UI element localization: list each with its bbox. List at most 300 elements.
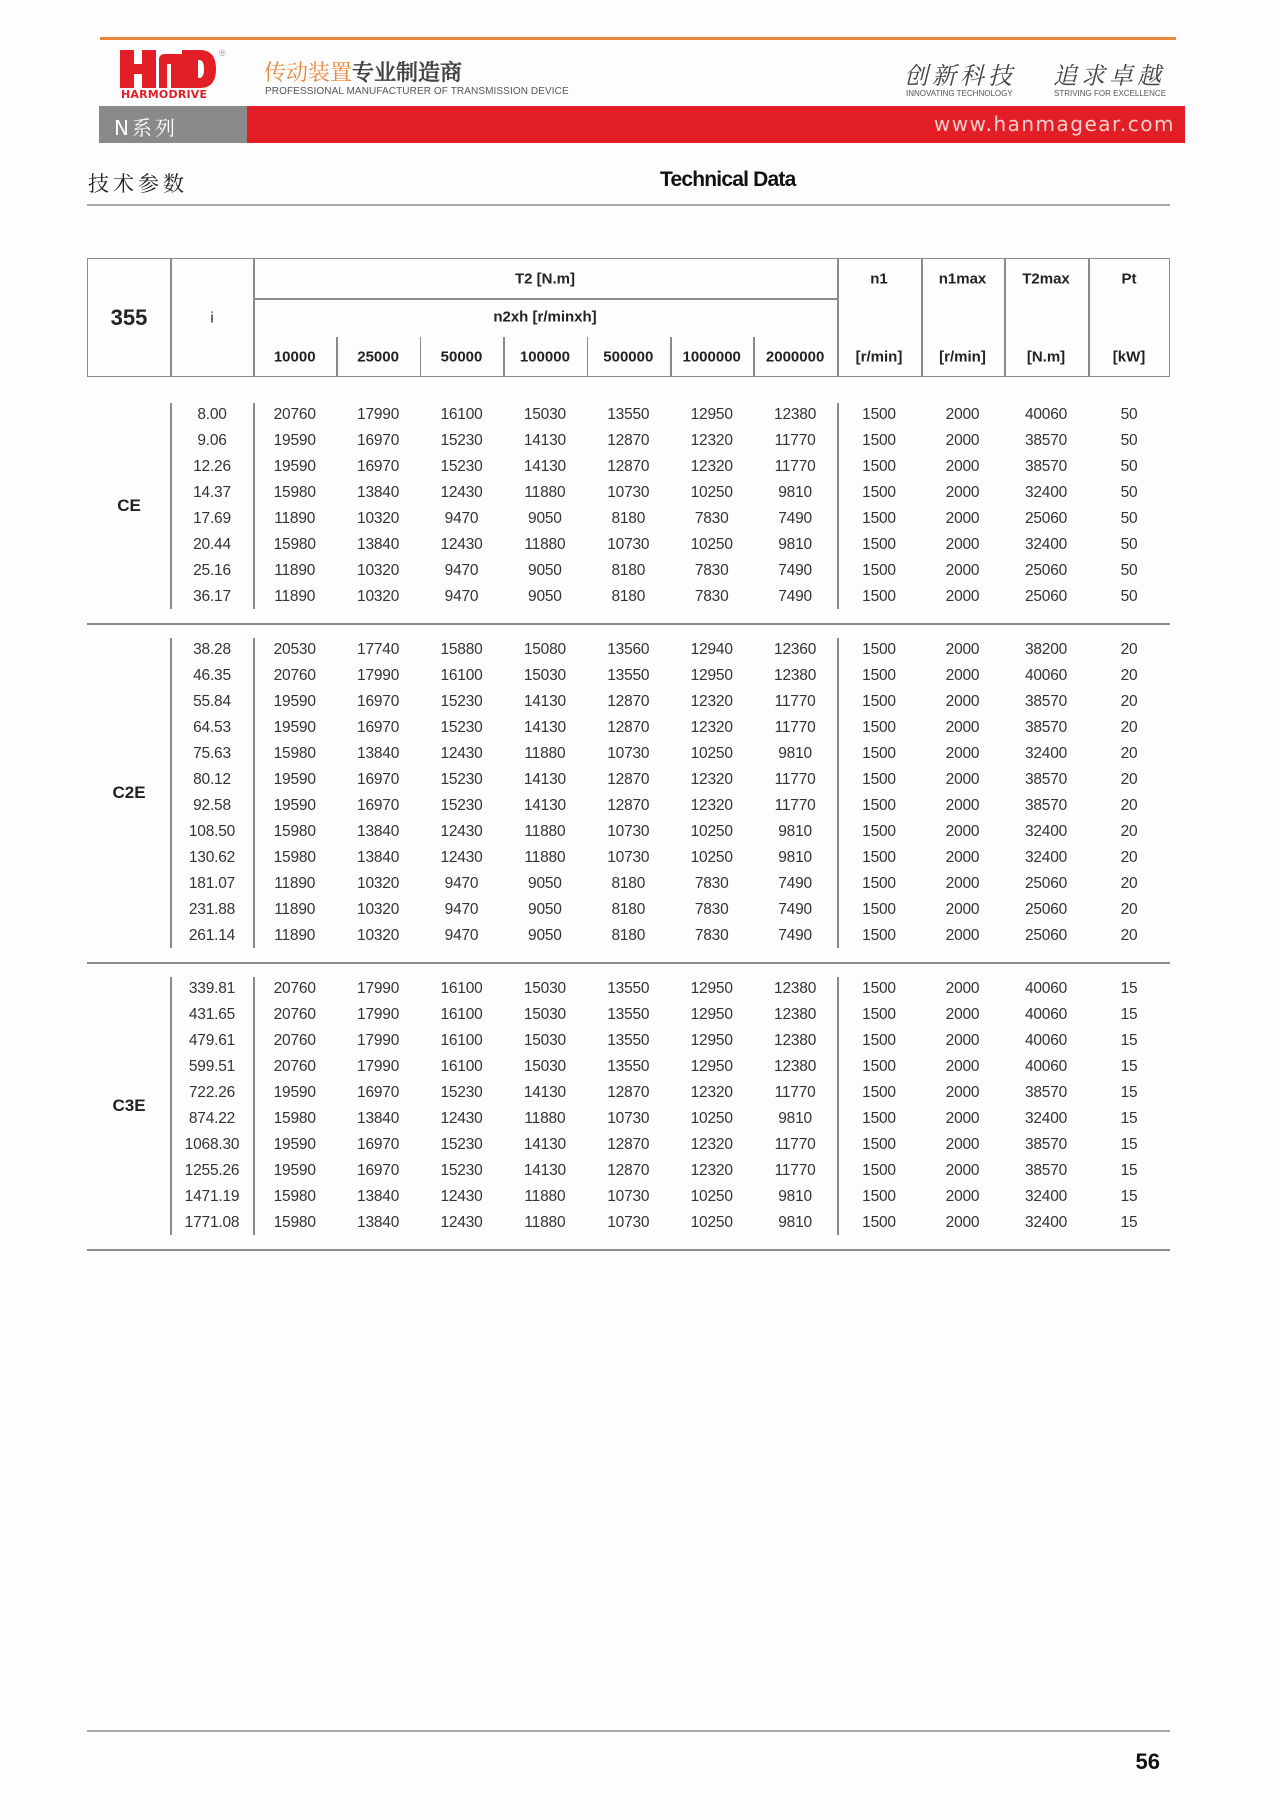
ratio-cell: 181.07 xyxy=(188,875,236,892)
value-cell: 15230 xyxy=(440,771,483,788)
value-cell: 15 xyxy=(1120,1084,1138,1101)
value-cell: 15 xyxy=(1120,1058,1138,1075)
column-divider xyxy=(170,977,172,1235)
value-cell: 16970 xyxy=(357,1162,400,1179)
value-cell: 7490 xyxy=(778,875,812,892)
n2xh-header: n2xh [r/minxh] xyxy=(493,308,597,326)
value-cell: 12360 xyxy=(774,641,817,658)
value-cell: 7490 xyxy=(778,510,812,527)
value-cell: 16100 xyxy=(440,406,483,423)
value-cell: 2000 xyxy=(945,719,980,736)
website-url[interactable]: www.hanmagear.com xyxy=(933,112,1175,136)
value-cell: 10320 xyxy=(357,562,400,579)
value-cell: 50 xyxy=(1120,536,1138,553)
ratio-cell: 1771.08 xyxy=(184,1214,240,1231)
value-cell: 9810 xyxy=(778,745,812,762)
value-cell: 16970 xyxy=(357,1136,400,1153)
value-cell: 1500 xyxy=(862,901,896,918)
value-cell: 10250 xyxy=(690,536,733,553)
value-cell: 14130 xyxy=(523,458,566,475)
ratio-cell: 38.28 xyxy=(193,641,231,658)
value-cell: 12320 xyxy=(690,1136,733,1153)
value-cell: 12870 xyxy=(607,797,650,814)
value-cell: 20 xyxy=(1120,771,1138,788)
value-cell: 2000 xyxy=(945,797,980,814)
value-cell: 12950 xyxy=(690,667,733,684)
value-cell: 10250 xyxy=(690,484,733,501)
value-cell: 12870 xyxy=(607,771,650,788)
value-cell: 15030 xyxy=(523,1006,566,1023)
value-cell: 19590 xyxy=(273,797,316,814)
value-cell: 10320 xyxy=(357,875,400,892)
value-cell: 2000 xyxy=(945,406,980,423)
value-cell: 12870 xyxy=(607,458,650,475)
column-divider xyxy=(170,403,172,609)
value-cell: 25060 xyxy=(1024,588,1068,605)
value-cell: 12320 xyxy=(690,458,733,475)
column-divider xyxy=(837,977,839,1235)
value-cell: 7830 xyxy=(694,562,729,579)
value-cell: 11770 xyxy=(774,797,816,814)
value-cell: 10730 xyxy=(607,1110,650,1127)
value-cell: 14130 xyxy=(523,1162,566,1179)
header-divider xyxy=(1088,258,1090,377)
column-divider xyxy=(253,638,255,948)
value-cell: 9470 xyxy=(444,588,479,605)
value-cell: 11890 xyxy=(274,510,316,527)
ratio-cell: 36.17 xyxy=(193,588,231,605)
ratio-cell: 64.53 xyxy=(193,719,231,736)
value-cell: 32400 xyxy=(1024,823,1068,840)
value-cell: 11880 xyxy=(524,1110,566,1127)
value-cell: 9050 xyxy=(528,588,562,605)
tagline-cn-part2: 专业制造商 xyxy=(352,61,463,86)
value-cell: 10730 xyxy=(607,1188,650,1205)
group-label: C2E xyxy=(112,783,146,802)
value-cell: 17990 xyxy=(357,980,400,997)
value-cell: 32400 xyxy=(1024,849,1068,866)
value-cell: 2000 xyxy=(945,536,980,553)
value-cell: 12320 xyxy=(690,432,733,449)
value-cell: 12320 xyxy=(690,719,733,736)
value-cell: 13840 xyxy=(357,1110,400,1127)
value-cell: 15030 xyxy=(523,980,566,997)
ratio-cell: 1471.19 xyxy=(184,1188,240,1205)
value-cell: 2000 xyxy=(945,1188,980,1205)
value-cell: 16100 xyxy=(440,667,483,684)
group-label: CE xyxy=(117,496,141,515)
value-cell: 19590 xyxy=(273,771,316,788)
value-cell: 13840 xyxy=(357,1214,400,1231)
value-cell: 15 xyxy=(1120,1110,1138,1127)
value-cell: 15 xyxy=(1120,1162,1138,1179)
footer-divider xyxy=(87,1730,1170,1732)
param-unit: [r/min] xyxy=(939,348,986,366)
value-cell: 7830 xyxy=(694,901,729,918)
slogan-striving-en: STRIVING FOR EXCELLENCE xyxy=(1054,89,1167,98)
value-cell: 12380 xyxy=(774,980,817,997)
value-cell: 9810 xyxy=(778,823,812,840)
value-cell: 2000 xyxy=(945,927,980,944)
value-cell: 9050 xyxy=(528,875,562,892)
value-cell: 11880 xyxy=(524,1214,566,1231)
param-header-n1max: n1max xyxy=(938,270,987,288)
slogan-innovating-en: INNOVATING TECHNOLOGY xyxy=(906,89,1013,98)
value-cell: 12430 xyxy=(440,849,483,866)
value-cell: 50 xyxy=(1120,458,1138,475)
n2xh-header-value: 2000000 xyxy=(765,348,825,366)
value-cell: 1500 xyxy=(862,641,896,658)
value-cell: 20 xyxy=(1120,901,1138,918)
value-cell: 20760 xyxy=(273,980,316,997)
series-label: N系列 xyxy=(114,116,178,140)
value-cell: 38570 xyxy=(1024,1084,1068,1101)
section-title-cn: 技术参数 xyxy=(88,172,188,196)
ratio-cell: 261.14 xyxy=(188,927,236,944)
value-cell: 1500 xyxy=(862,823,896,840)
value-cell: 2000 xyxy=(945,588,980,605)
value-cell: 12950 xyxy=(690,1058,733,1075)
ratio-cell: 80.12 xyxy=(193,771,231,788)
param-unit: [N.m] xyxy=(1026,348,1066,366)
ratio-cell: 20.44 xyxy=(193,536,231,553)
technical-data-table xyxy=(87,258,1170,1258)
value-cell: 40060 xyxy=(1024,1032,1068,1049)
value-cell: 2000 xyxy=(945,458,980,475)
value-cell: 50 xyxy=(1120,562,1138,579)
value-cell: 1500 xyxy=(862,432,896,449)
value-cell: 12380 xyxy=(774,1032,817,1049)
value-cell: 10730 xyxy=(607,849,650,866)
value-cell: 9810 xyxy=(778,484,812,501)
value-cell: 15 xyxy=(1120,1006,1138,1023)
t2-header: T2 [N.m] xyxy=(515,270,575,288)
value-cell: 7490 xyxy=(778,901,812,918)
value-cell: 9050 xyxy=(528,562,562,579)
value-cell: 32400 xyxy=(1024,536,1068,553)
value-cell: 40060 xyxy=(1024,1058,1068,1075)
value-cell: 1500 xyxy=(862,1058,896,1075)
value-cell: 2000 xyxy=(945,484,980,501)
value-cell: 1500 xyxy=(862,1032,896,1049)
value-cell: 15230 xyxy=(440,1136,483,1153)
param-header-n1: n1 xyxy=(870,270,888,288)
header-subdivider xyxy=(670,337,672,377)
value-cell: 12870 xyxy=(607,693,650,710)
value-cell: 40060 xyxy=(1024,980,1068,997)
page-number: 56 xyxy=(1135,1749,1160,1774)
value-cell: 11890 xyxy=(274,927,316,944)
value-cell: 2000 xyxy=(945,1006,980,1023)
header-divider xyxy=(837,258,839,377)
value-cell: 15030 xyxy=(523,1058,566,1075)
value-cell: 11770 xyxy=(774,432,816,449)
value-cell: 12870 xyxy=(607,719,650,736)
logo-brand-text: HARMODRIVE xyxy=(121,88,208,101)
value-cell: 13840 xyxy=(357,1188,400,1205)
value-cell: 20760 xyxy=(273,406,316,423)
ratio-cell: 55.84 xyxy=(193,693,231,710)
value-cell: 14130 xyxy=(523,432,566,449)
header-divider xyxy=(1004,258,1006,377)
value-cell: 15 xyxy=(1120,1136,1138,1153)
header-subdivider xyxy=(336,337,338,377)
value-cell: 10730 xyxy=(607,484,650,501)
value-cell: 50 xyxy=(1120,588,1138,605)
param-header-t2max: T2max xyxy=(1022,270,1070,288)
value-cell: 17740 xyxy=(357,641,400,658)
value-cell: 7830 xyxy=(694,510,729,527)
value-cell: 10320 xyxy=(357,901,400,918)
value-cell: 2000 xyxy=(945,1214,980,1231)
value-cell: 17990 xyxy=(357,1006,400,1023)
value-cell: 12430 xyxy=(440,745,483,762)
value-cell: 15 xyxy=(1120,1214,1138,1231)
value-cell: 10250 xyxy=(690,745,733,762)
value-cell: 13550 xyxy=(607,980,650,997)
value-cell: 2000 xyxy=(945,849,980,866)
value-cell: 10250 xyxy=(690,1188,733,1205)
value-cell: 9050 xyxy=(528,510,562,527)
ratio-cell: 25.16 xyxy=(193,562,231,579)
ratio-cell: 75.63 xyxy=(193,745,231,762)
value-cell: 20760 xyxy=(273,1032,316,1049)
value-cell: 9470 xyxy=(444,901,479,918)
value-cell: 15980 xyxy=(273,1188,316,1205)
value-cell: 38200 xyxy=(1024,641,1068,658)
value-cell: 11770 xyxy=(774,1136,816,1153)
value-cell: 17990 xyxy=(357,406,400,423)
tagline-en: PROFESSIONAL MANUFACTURER OF TRANSMISSION DEVICE xyxy=(265,86,569,97)
registered-mark: ® xyxy=(219,48,226,58)
value-cell: 13550 xyxy=(607,406,650,423)
n2xh-header-value: 100000 xyxy=(519,348,570,366)
header-subdivider xyxy=(753,337,755,377)
value-cell: 2000 xyxy=(945,1032,980,1049)
value-cell: 13840 xyxy=(357,745,400,762)
value-cell: 15230 xyxy=(440,719,483,736)
value-cell: 2000 xyxy=(945,1136,980,1153)
value-cell: 19590 xyxy=(273,1084,316,1101)
n2xh-header-value: 50000 xyxy=(440,348,483,366)
value-cell: 25060 xyxy=(1024,901,1068,918)
value-cell: 1500 xyxy=(862,745,896,762)
ratio-cell: 599.51 xyxy=(188,1058,236,1075)
value-cell: 10320 xyxy=(357,927,400,944)
value-cell: 11880 xyxy=(524,1188,566,1205)
value-cell: 7490 xyxy=(778,927,812,944)
group-divider xyxy=(87,1249,1170,1251)
value-cell: 13550 xyxy=(607,667,650,684)
value-cell: 38570 xyxy=(1024,719,1068,736)
value-cell: 11770 xyxy=(774,1084,816,1101)
value-cell: 15980 xyxy=(273,745,316,762)
ratio-cell: 722.26 xyxy=(188,1084,236,1101)
value-cell: 38570 xyxy=(1024,1162,1068,1179)
value-cell: 19590 xyxy=(273,458,316,475)
value-cell: 13840 xyxy=(357,536,400,553)
value-cell: 2000 xyxy=(945,745,980,762)
value-cell: 15980 xyxy=(273,484,316,501)
value-cell: 11880 xyxy=(524,849,566,866)
value-cell: 11770 xyxy=(774,771,816,788)
value-cell: 1500 xyxy=(862,458,896,475)
value-cell: 13550 xyxy=(607,1032,650,1049)
value-cell: 2000 xyxy=(945,901,980,918)
value-cell: 15980 xyxy=(273,1214,316,1231)
value-cell: 20 xyxy=(1120,667,1138,684)
header-divider xyxy=(921,258,923,377)
value-cell: 12380 xyxy=(774,1006,817,1023)
value-cell: 2000 xyxy=(945,1058,980,1075)
value-cell: 8180 xyxy=(611,927,646,944)
value-cell: 1500 xyxy=(862,719,896,736)
column-divider xyxy=(837,638,839,948)
value-cell: 1500 xyxy=(862,1136,896,1153)
value-cell: 12940 xyxy=(690,641,733,658)
value-cell: 20760 xyxy=(273,1058,316,1075)
ratio-cell: 1255.26 xyxy=(184,1162,240,1179)
value-cell: 16970 xyxy=(357,432,400,449)
value-cell: 8180 xyxy=(611,901,646,918)
value-cell: 1500 xyxy=(862,667,896,684)
value-cell: 19590 xyxy=(273,719,316,736)
value-cell: 2000 xyxy=(945,562,980,579)
value-cell: 12430 xyxy=(440,1188,483,1205)
value-cell: 20 xyxy=(1120,641,1138,658)
n2xh-header-value: 10000 xyxy=(273,348,316,366)
value-cell: 15230 xyxy=(440,797,483,814)
value-cell: 17990 xyxy=(357,1058,400,1075)
value-cell: 10320 xyxy=(357,510,400,527)
value-cell: 16970 xyxy=(357,771,400,788)
value-cell: 16100 xyxy=(440,1006,483,1023)
value-cell: 1500 xyxy=(862,484,896,501)
value-cell: 1500 xyxy=(862,1006,896,1023)
param-unit: [r/min] xyxy=(855,348,903,366)
header-divider xyxy=(253,298,837,300)
value-cell: 13840 xyxy=(357,484,400,501)
section-title-en: Technical Data xyxy=(660,168,796,191)
group-divider xyxy=(87,962,1170,964)
value-cell: 2000 xyxy=(945,1084,980,1101)
value-cell: 40060 xyxy=(1024,406,1068,423)
value-cell: 8180 xyxy=(611,875,646,892)
value-cell: 15230 xyxy=(440,1162,483,1179)
value-cell: 12870 xyxy=(607,1084,650,1101)
value-cell: 9470 xyxy=(444,562,479,579)
value-cell: 10250 xyxy=(690,823,733,840)
value-cell: 12320 xyxy=(690,1162,733,1179)
value-cell: 16100 xyxy=(440,1032,483,1049)
value-cell: 8180 xyxy=(611,562,646,579)
value-cell: 13560 xyxy=(607,641,650,658)
value-cell: 10250 xyxy=(690,849,733,866)
value-cell: 12430 xyxy=(440,823,483,840)
value-cell: 2000 xyxy=(945,693,980,710)
ratio-cell: 431.65 xyxy=(188,1006,236,1023)
value-cell: 1500 xyxy=(862,1110,896,1127)
value-cell: 15980 xyxy=(273,849,316,866)
value-cell: 15980 xyxy=(273,823,316,840)
value-cell: 9050 xyxy=(528,901,562,918)
value-cell: 50 xyxy=(1120,484,1138,501)
value-cell: 19590 xyxy=(273,432,316,449)
value-cell: 2000 xyxy=(945,432,980,449)
value-cell: 14130 xyxy=(523,1084,566,1101)
ratio-cell: 108.50 xyxy=(188,823,236,840)
ratio-cell: 479.61 xyxy=(188,1032,236,1049)
slogan-striving-cn: 追求卓越 xyxy=(1053,62,1165,90)
value-cell: 7830 xyxy=(694,875,729,892)
value-cell: 15880 xyxy=(440,641,483,658)
value-cell: 12380 xyxy=(774,667,817,684)
value-cell: 2000 xyxy=(945,667,980,684)
value-cell: 10320 xyxy=(357,588,400,605)
value-cell: 19590 xyxy=(273,1136,316,1153)
value-cell: 1500 xyxy=(862,875,896,892)
value-cell: 8180 xyxy=(611,510,646,527)
value-cell: 10250 xyxy=(690,1214,733,1231)
value-cell: 9810 xyxy=(778,1110,812,1127)
value-cell: 15230 xyxy=(440,432,483,449)
value-cell: 11880 xyxy=(524,484,566,501)
value-cell: 2000 xyxy=(945,875,980,892)
value-cell: 15030 xyxy=(523,406,566,423)
value-cell: 38570 xyxy=(1024,458,1068,475)
ratio-cell: 12.26 xyxy=(193,458,231,475)
value-cell: 9810 xyxy=(778,849,812,866)
ratio-cell: 1068.30 xyxy=(184,1136,240,1153)
value-cell: 1500 xyxy=(862,1214,896,1231)
value-cell: 2000 xyxy=(945,641,980,658)
value-cell: 11890 xyxy=(274,875,316,892)
value-cell: 14130 xyxy=(523,693,566,710)
value-cell: 12870 xyxy=(607,1162,650,1179)
value-cell: 7830 xyxy=(694,588,729,605)
model-size: 355 xyxy=(110,305,148,330)
value-cell: 14130 xyxy=(523,1136,566,1153)
value-cell: 15230 xyxy=(440,693,483,710)
value-cell: 38570 xyxy=(1024,1136,1068,1153)
value-cell: 13550 xyxy=(607,1058,650,1075)
value-cell: 2000 xyxy=(945,1110,980,1127)
value-cell: 15980 xyxy=(273,1110,316,1127)
value-cell: 16970 xyxy=(357,797,400,814)
value-cell: 12950 xyxy=(690,980,733,997)
value-cell: 15 xyxy=(1120,1188,1138,1205)
value-cell: 12870 xyxy=(607,1136,650,1153)
n2xh-header-value: 1000000 xyxy=(682,348,741,366)
header-orange-rule xyxy=(100,37,1176,40)
value-cell: 1500 xyxy=(862,406,896,423)
group-label: C3E xyxy=(112,1096,146,1115)
value-cell: 25060 xyxy=(1024,562,1068,579)
value-cell: 11770 xyxy=(774,719,816,736)
value-cell: 20 xyxy=(1120,849,1138,866)
value-cell: 11880 xyxy=(524,823,566,840)
header-subdivider xyxy=(503,337,505,377)
ratio-cell: 130.62 xyxy=(188,849,236,866)
value-cell: 20530 xyxy=(273,641,316,658)
value-cell: 32400 xyxy=(1024,745,1068,762)
value-cell: 15 xyxy=(1120,1032,1138,1049)
value-cell: 15030 xyxy=(523,1032,566,1049)
value-cell: 9810 xyxy=(778,1214,812,1231)
value-cell: 2000 xyxy=(945,980,980,997)
group-divider xyxy=(87,623,1170,625)
value-cell: 14130 xyxy=(523,797,566,814)
